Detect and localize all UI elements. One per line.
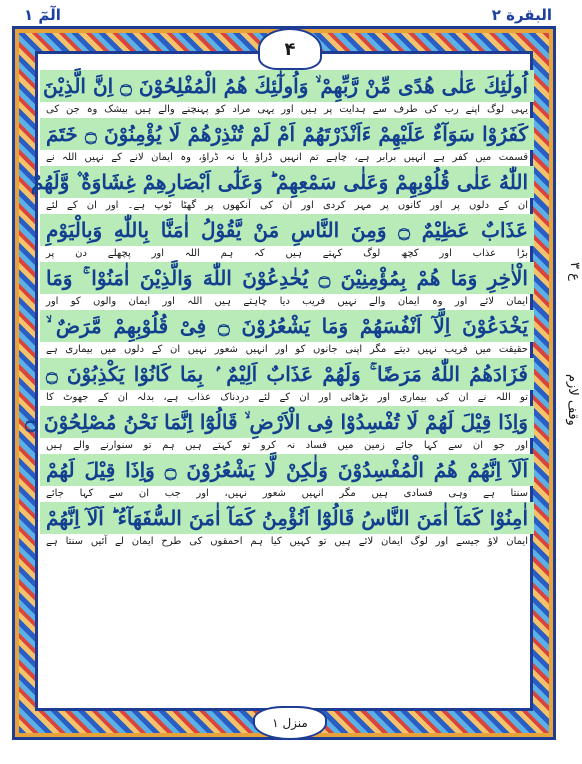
arabic-verse: اٰمِنُوْا كَمَآ اٰمَنَ النَّاسُ قَالُوْٓا اَنُؤْمِنُ كَمَآ اٰمَنَ السُّفَهَآءُ ؕ اَلَآ اِنَّهُمْ xyxy=(40,502,534,534)
arabic-verse: اَلَآ اِنَّهُمْ هُمُ الْمُفْسِدُوْنَ وَلٰكِنْ لَّا يَشْعُرُوْنَ ۝ وَاِذَا قِيْلَ لَهُمْ xyxy=(40,454,534,486)
urdu-translation: بڑا عذاب اور کچھ لوگ کہتے ہیں کہ ہم اللہ اور پچھلے دن پر xyxy=(46,248,528,259)
verse-line xyxy=(40,262,534,310)
waqf-marker: وقف لازم xyxy=(565,374,580,426)
ruku-marker: ع ٣ xyxy=(567,262,582,281)
urdu-translation: اور جو ان سے کہا جائے زمین میں فساد نہ کرو تو کہتے ہیں ہم تو سنوارنے والے ہیں xyxy=(46,440,528,451)
arabic-verse: يَخْدَعُوْنَ اِلَّآ اَنْفُسَهُمْ وَمَا يَشْعُرُوْنَ ۝ فِىْ قُلُوْبِهِمْ مَّرَضٌ ۙ xyxy=(40,310,534,342)
manzil-marker: منزل ١ xyxy=(253,706,327,740)
arabic-verse: اللّٰهُ عَلٰى قُلُوْبِهِمْ وَعَلٰى سَمْعِهِمْ ؕ وَعَلٰٓى اَبْصَارِهِمْ غِشَاوَةٌ ۫ وَّلَهُمْ xyxy=(40,166,534,198)
urdu-translation: ان کے دلوں پر اور کانوں پر مہر کردی اور ان کی آنکھوں پر گھٹا ٹوپ ہے۔ اور ان کے لئے xyxy=(46,200,528,211)
verse-lines xyxy=(25,70,534,550)
arabic-verse: اُولٰٓئِكَ عَلٰى هُدًى مِّنْ رَّبِّهِمْ ۙ وَاُولٰٓئِكَ هُمُ الْمُفْلِحُوْنَ ۝ اِنَّ الَّذِيْنَ xyxy=(40,70,534,102)
verse-line xyxy=(40,358,534,406)
arabic-verse: فَزَادَهُمُ اللّٰهُ مَرَضًا ۚ وَلَهُمْ عَذَابٌ اَلِيْمٌ ۢ بِمَا كَانُوْا يَكْذِبُوْنَ ۝ xyxy=(40,358,534,390)
urdu-translation: ایمان لائے اور وہ ایمان والے نہیں فریب دیا چاہتے ہیں اللہ اور ایمان والوں کو اور xyxy=(46,296,528,307)
urdu-translation: قسمت میں کفر ہے انہیں برابر ہے، چاہے تم انہیں ڈراؤ یا نہ ڈراؤ، وہ ایمان لانے کے نہیں اللہ نے xyxy=(46,152,528,163)
header-left-title: الٓمٓ ١ xyxy=(24,6,61,24)
urdu-translation: یہی لوگ اپنے رب کی طرف سے ہدایت پر ہیں اور یہی مراد کو پہنچنے والے ہیں بیشک وہ جن کی xyxy=(46,104,528,115)
arabic-verse: عَذَابٌ عَظِيْمٌ ۝ وَمِنَ النَّاسِ مَنْ يَّقُوْلُ اٰمَنَّا بِاللّٰهِ وَبِالْيَوْمِ xyxy=(40,214,534,246)
verse-line xyxy=(40,502,534,550)
urdu-translation: تو اللہ نے ان کی بیماری اور بڑھائی اور ان کے لئے دردناک عذاب ہے، بدلہ ان کے جھوٹ کا xyxy=(46,392,528,403)
page-number-medallion xyxy=(258,28,322,70)
verse-line xyxy=(40,454,534,502)
arabic-verse: وَاِذَا قِيْلَ لَهُمْ لَا تُفْسِدُوْا فِى الْاَرْضِ ۙ قَالُوْٓا اِنَّمَا نَحْنُ مُصْلِحُوْنَ ۝ xyxy=(40,406,534,438)
verse-line xyxy=(40,70,534,118)
urdu-translation: سنتا ہے وہی فسادی ہیں مگر انہیں شعور نہیں، اور جب ان سے کہا جائے xyxy=(46,488,528,499)
verse-line xyxy=(40,214,534,262)
page-number: ۴ xyxy=(284,38,296,60)
header-right-title: البقرة ٢ xyxy=(491,6,552,24)
verse-line xyxy=(25,406,534,454)
verse-line xyxy=(40,118,534,166)
arabic-verse: الْاٰخِرِ وَمَا هُمْ بِمُؤْمِنِيْنَ ۝ يُخٰدِعُوْنَ اللّٰهَ وَالَّذِيْنَ اٰمَنُوْا ۚ وَمَا xyxy=(40,262,534,294)
verse-line xyxy=(30,166,534,214)
verse-line xyxy=(40,310,534,358)
urdu-translation: ایمان لاؤ جیسے اور لوگ ایمان لائے ہیں تو کہیں کیا ہم احمقوں کی طرح ایمان لے آئیں سنتا ہے xyxy=(46,536,528,547)
urdu-translation: حقیقت میں فریب نہیں دیتے مگر اپنی جانوں کو اور انہیں شعور نہیں ان کے دلوں میں بیماری ہے xyxy=(46,344,528,355)
arabic-verse: كَفَرُوْا سَوَآءٌ عَلَيْهِمْ ءَاَنْذَرْتَهُمْ اَمْ لَمْ تُنْذِرْهُمْ لَا يُؤْمِنُوْنَ ۝ خَتَمَ xyxy=(40,118,534,150)
